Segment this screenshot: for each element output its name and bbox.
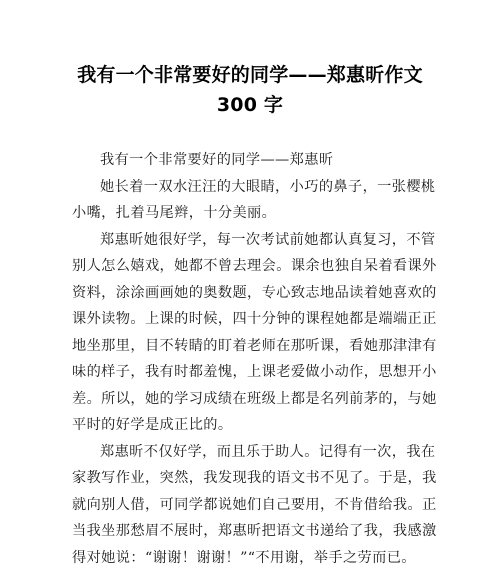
article-line: 她长着一双水汪汪的大眼睛，小巧的鼻子，一张樱桃 [100, 174, 436, 201]
article-line: 得对她说：“谢谢！谢谢！”“不用谢，举手之劳而已。 [72, 545, 416, 571]
article-line: 课外读物。上课的时候，四十分钟的课程她都是端端正正 [72, 306, 437, 333]
document-title-line-2: 300 字 [40, 90, 460, 120]
article-line: 当我坐那愁眉不展时，郑惠昕把语文书递给了我，我感激 [72, 518, 437, 545]
article-line: 家教写作业，突然，我发现我的语文书不见了。于是，我 [72, 465, 437, 492]
article-line: 郑惠昕她很好学，每一次考试前她都认真复习，不管 [100, 227, 436, 254]
article-line: 就向别人借，可同学都说她们自己要用，不肯借给我。正 [72, 492, 437, 519]
article-line: 我有一个非常要好的同学——郑惠昕 [100, 147, 333, 174]
article-line: 地坐那里，目不转睛的盯着老师在那听课，看她那津津有 [72, 333, 437, 360]
article-line: 郑惠昕不仅好学，而且乐于助人。记得有一次，我在 [100, 439, 436, 466]
article-line: 资料，涂涂画画她的奥数题，专心致志地品读着她喜欢的 [72, 280, 437, 307]
article-line: 味的样子，我有时都羞愧，上课老爱做小动作，思想开小 [72, 359, 437, 386]
article-line: 小嘴，扎着马尾辫，十分美丽。 [72, 200, 276, 227]
article-line: 别人怎么嬉戏，她都不曾去理会。课余也独自呆着看课外 [72, 253, 437, 280]
article-line: 平时的好学是成正比的。 [72, 412, 232, 439]
document-title-line-1: 我有一个非常要好的同学——郑惠昕作文 [40, 60, 460, 90]
article-line: 差。所以，她的学习成绩在班级上都是名列前茅的，与她 [72, 386, 437, 413]
